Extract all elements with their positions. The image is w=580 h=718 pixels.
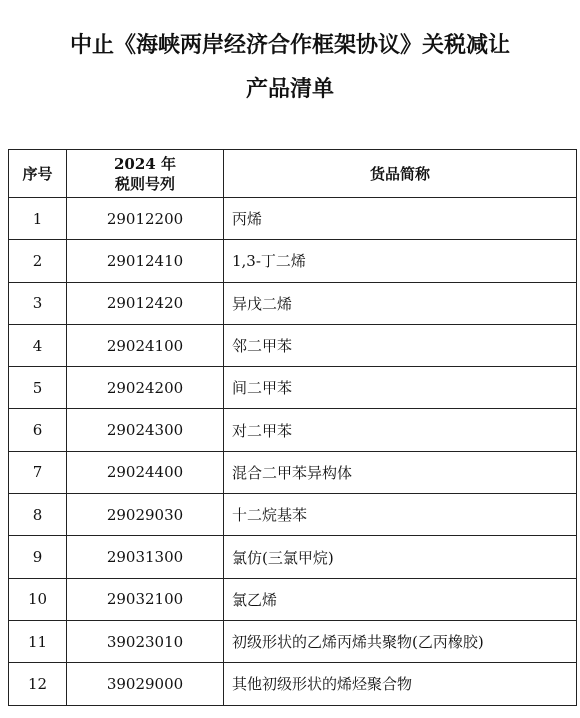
header-tariff-code [67, 150, 224, 198]
table-row [9, 536, 577, 578]
cell-seq: 2 [9, 240, 67, 282]
cell-seq: 10 [9, 578, 67, 620]
header-seq: 序号 [9, 150, 67, 198]
cell-product-name: 间二甲苯 [224, 367, 577, 409]
table-row [9, 409, 577, 451]
cell-tariff-code: 29024100 [67, 324, 224, 366]
cell-seq: 5 [9, 367, 67, 409]
cell-seq: 3 [9, 282, 67, 324]
cell-tariff-code: 29012410 [67, 240, 224, 282]
table-row [9, 451, 577, 493]
cell-tariff-code: 39023010 [67, 620, 224, 662]
cell-product-name: 其他初级形状的烯烃聚合物 [224, 663, 577, 705]
cell-product-name: 丙烯 [224, 198, 577, 240]
cell-seq: 9 [9, 536, 67, 578]
cell-product-name: 对二甲苯 [224, 409, 577, 451]
table-row [9, 282, 577, 324]
cell-product-name: 异戊二烯 [224, 282, 577, 324]
cell-product-name: 1,3-丁二烯 [224, 240, 577, 282]
cell-seq: 8 [9, 494, 67, 536]
table-row [9, 620, 577, 662]
cell-tariff-code: 29031300 [67, 536, 224, 578]
cell-tariff-code: 29024400 [67, 451, 224, 493]
title-line-2: 产品清单 [245, 76, 334, 102]
table-row [9, 324, 577, 366]
table-row [9, 198, 577, 240]
cell-product-name: 混合二甲苯异构体 [224, 451, 577, 493]
header-tariff-code-label: 税则号列 [114, 174, 175, 193]
cell-seq: 12 [9, 663, 67, 705]
cell-seq: 7 [9, 451, 67, 493]
cell-seq: 6 [9, 409, 67, 451]
cell-product-name: 十二烷基苯 [224, 494, 577, 536]
table-row [9, 367, 577, 409]
table-row [9, 663, 577, 705]
cell-tariff-code: 29024300 [67, 409, 224, 451]
cell-tariff-code: 29032100 [67, 578, 224, 620]
cell-product-name: 邻二甲苯 [224, 324, 577, 366]
table-header-row [9, 150, 577, 198]
cell-seq: 1 [9, 198, 67, 240]
cell-tariff-code: 29024200 [67, 367, 224, 409]
cell-product-name: 氯乙烯 [224, 578, 577, 620]
cell-tariff-code: 39029000 [67, 663, 224, 705]
table-body [9, 198, 577, 706]
cell-tariff-code: 29029030 [67, 494, 224, 536]
header-product-name: 货品简称 [224, 150, 577, 198]
table-row [9, 494, 577, 536]
table-row [9, 240, 577, 282]
cell-seq: 4 [9, 324, 67, 366]
table-row [9, 578, 577, 620]
cell-tariff-code: 29012200 [67, 198, 224, 240]
title-line-1: 中止《海峡两岸经济合作框架协议》关税减让 [69, 32, 510, 58]
cell-product-name: 初级形状的乙烯丙烯共聚物(乙丙橡胶) [224, 620, 577, 662]
cell-product-name: 氯仿(三氯甲烷) [224, 536, 577, 578]
cell-seq: 11 [9, 620, 67, 662]
product-list-table [8, 149, 577, 706]
cell-tariff-code: 29012420 [67, 282, 224, 324]
header-tariff-code-year: 2024 年 [114, 154, 176, 173]
